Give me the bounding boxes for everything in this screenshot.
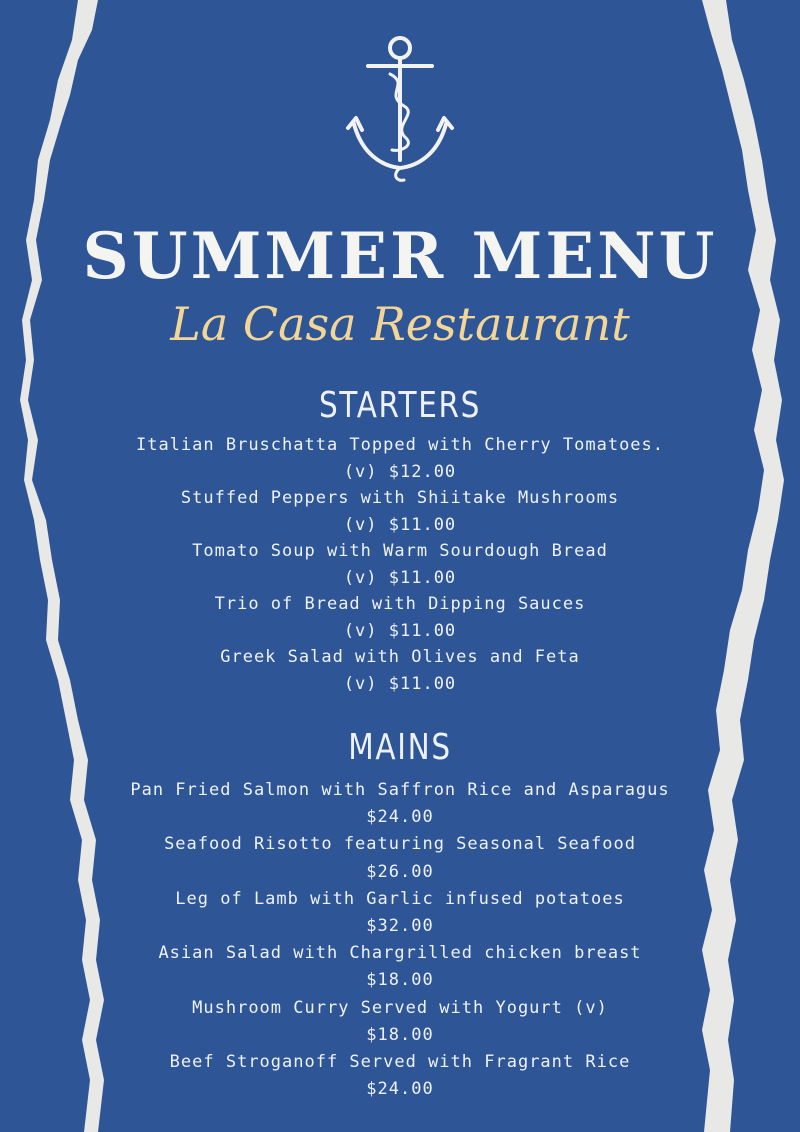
main-item-price: $24.00 xyxy=(366,807,434,828)
main-item-price: $24.00 xyxy=(366,1079,434,1100)
anchor-icon xyxy=(340,32,460,184)
main-item-name: Seafood Risotto featuring Seasonal Seafood xyxy=(164,834,636,855)
starter-item-name: Greek Salad with Olives and Feta xyxy=(220,647,580,667)
main-item-price: $18.00 xyxy=(366,970,434,991)
main-item-name: Leg of Lamb with Garlic infused potatoes xyxy=(175,888,625,909)
starter-item-name: Italian Bruschatta Topped with Cherry Tomatoes. xyxy=(135,435,665,455)
starter-item-name: Trio of Bread with Dipping Sauces xyxy=(214,594,586,614)
main-item-price: $32.00 xyxy=(366,915,434,936)
starters-heading: STARTERS xyxy=(318,385,482,426)
main-item-name: Mushroom Curry Served with Yogurt (v) xyxy=(192,997,608,1018)
main-item-name: Pan Fried Salmon with Saffron Rice and Asparagus xyxy=(130,780,670,800)
restaurant-name: La Casa Restaurant xyxy=(170,297,630,351)
starters-list xyxy=(0,432,800,697)
starter-item-name: Stuffed Peppers with Shiitake Mushrooms xyxy=(180,488,620,508)
menu-title: SUMMER MENU xyxy=(82,219,718,294)
mains-heading: MAINS xyxy=(348,727,452,768)
starter-item-price: (v) $12.00 xyxy=(343,461,457,482)
starter-item-price: (v) $11.00 xyxy=(343,620,457,641)
starter-item-price: (v) $11.00 xyxy=(343,673,457,694)
main-item-price: $18.00 xyxy=(366,1024,434,1045)
starter-item-price: (v) $11.00 xyxy=(343,567,457,588)
starter-item-price: (v) $11.00 xyxy=(343,514,457,535)
main-item-price: $26.00 xyxy=(366,861,434,882)
starter-item-name: Tomato Soup with Warm Sourdough Bread xyxy=(192,541,608,561)
main-item-name: Beef Stroganoff Served with Fragrant Rice xyxy=(169,1051,631,1072)
mains-list xyxy=(0,777,800,1103)
main-item-name: Asian Salad with Chargrilled chicken breast xyxy=(158,943,642,964)
